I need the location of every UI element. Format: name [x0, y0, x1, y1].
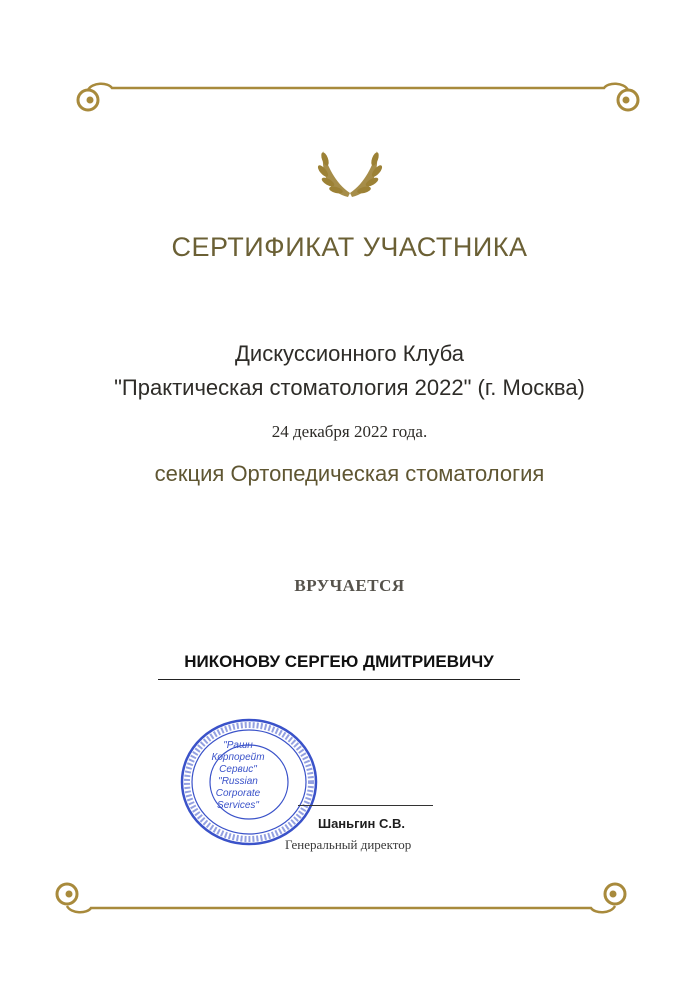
- seal-line: Корпорейт: [211, 752, 265, 763]
- recipient-underline: [158, 679, 520, 680]
- bottom-left-scroll-icon: [57, 884, 77, 904]
- club-name-line1: Дискуссионного Клуба: [235, 341, 464, 366]
- signature-line: [298, 805, 433, 806]
- event-section: секция Ортопедическая стоматология: [154, 461, 545, 486]
- recipient-name: НИКОНОВУ СЕРГЕЮ ДМИТРИЕВИЧУ: [184, 652, 494, 671]
- club-name-line2: "Практическая стоматология 2022" (г. Москва): [114, 375, 585, 400]
- company-seal-text: [203, 740, 273, 812]
- seal-line: "Russian: [218, 776, 258, 787]
- seal-line: Сервис": [219, 764, 257, 775]
- seal-line: Services": [217, 800, 259, 811]
- bottom-right-scroll-icon: [605, 884, 625, 904]
- seal-line: Corporate: [215, 788, 261, 799]
- seal-line: "Рашн: [223, 740, 253, 751]
- certificate-title: СЕРТИФИКАТ УЧАСТНИКА: [171, 232, 528, 262]
- top-ornament-border: [68, 78, 648, 124]
- top-right-scroll-icon: [618, 90, 638, 110]
- signer-name: Шаньгин С.В.: [318, 816, 406, 831]
- laurel-wreath-icon: [315, 145, 385, 203]
- event-date: 24 декабря 2022 года.: [271, 422, 428, 441]
- signer-role: Генеральный директор: [285, 837, 412, 852]
- bottom-ornament-border: [45, 870, 635, 918]
- awarded-heading: ВРУЧАЕТСЯ: [294, 576, 405, 595]
- top-left-scroll-icon: [78, 90, 98, 110]
